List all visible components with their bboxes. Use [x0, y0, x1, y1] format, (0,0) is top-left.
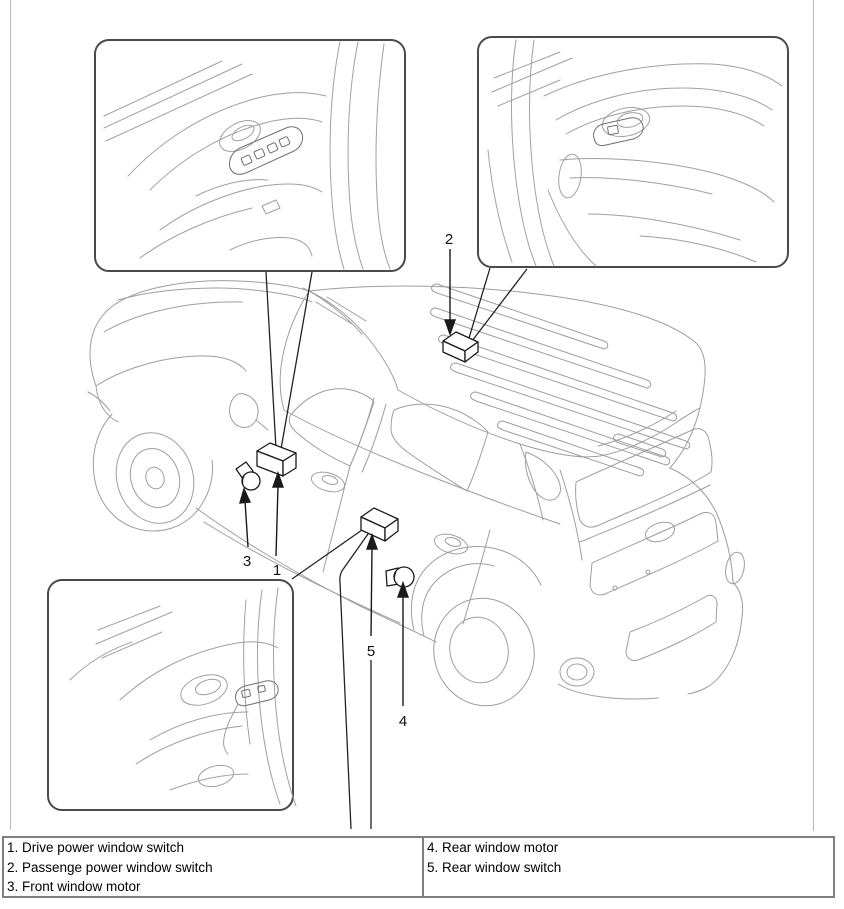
marker-label-1: 1: [272, 562, 282, 579]
legend-item-1: 1. Drive power window switch: [7, 840, 185, 855]
marker-label-4: 4: [398, 713, 408, 730]
arrow-to-motor-4: [398, 583, 408, 706]
front-door-handle: [309, 469, 347, 496]
rear-door-callout-box: [48, 580, 293, 810]
arrow-to-switch-5: [367, 535, 377, 636]
marker-label-2: 2: [444, 231, 454, 248]
leader-rear-b: [340, 534, 368, 829]
legend-item-3: 3. Front window motor: [7, 879, 141, 894]
rear-door-handle: [432, 531, 470, 558]
leader-passenger-b: [472, 269, 527, 341]
callout-boxes: [48, 37, 788, 810]
roof-ribs: [431, 284, 690, 476]
legend-item-5: 5. Rear window switch: [427, 859, 562, 875]
arrow-to-switch-1: [273, 473, 283, 556]
legend-column-right: [424, 838, 833, 896]
legend-table: [2, 836, 835, 898]
marker-label-3: 3: [242, 553, 252, 570]
marker-label-5: 5: [366, 643, 376, 660]
tailgate: [558, 408, 747, 699]
arrow-to-switch-2: [445, 249, 455, 334]
passenger-door-callout-box: [478, 37, 788, 267]
arrow-to-motor-3: [240, 489, 250, 547]
legend-item-2: 2. Passenge power window switch: [7, 859, 213, 875]
drive-power-window-switch: [257, 443, 296, 476]
rear-window-motor: [386, 567, 414, 587]
legend-column-left: [4, 838, 424, 896]
front-wheel: [93, 414, 212, 533]
side-mirror: [230, 394, 268, 430]
leader-rear-a: [292, 530, 362, 579]
leader-passenger-a: [469, 268, 490, 338]
callout-leader-lines: [266, 268, 527, 829]
leader-driver-a: [266, 272, 276, 449]
legend-item-4: 4. Rear window motor: [427, 840, 559, 855]
